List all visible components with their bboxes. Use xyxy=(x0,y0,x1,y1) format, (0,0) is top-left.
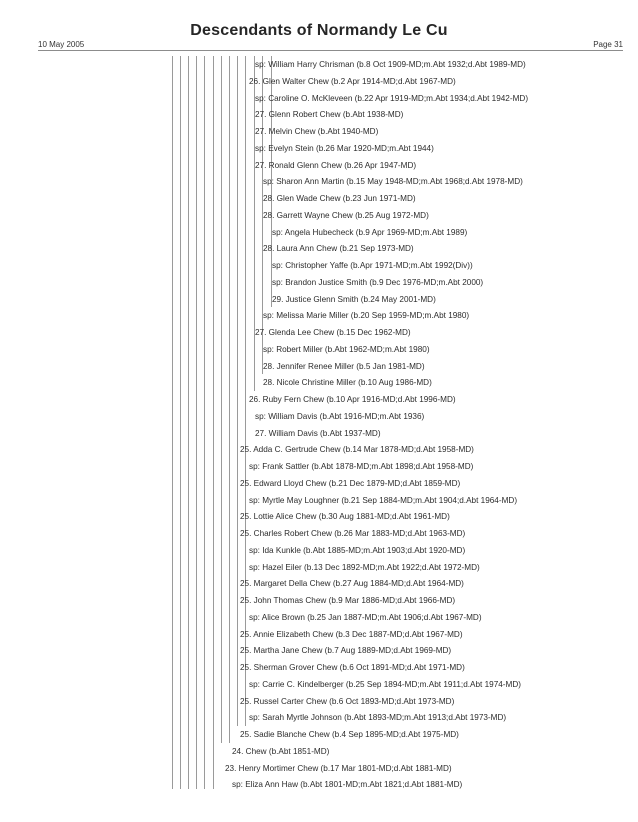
entry-text: 28. Garrett Wayne Chew (b.25 Aug 1972-MD) xyxy=(263,210,429,220)
entry-text: 25. Sadie Blanche Chew (b.4 Sep 1895-MD;d.Abt 1975-MD) xyxy=(240,730,459,739)
entry-text: 28. Nicole Christine Miller (b.10 Aug 1986-MD) xyxy=(263,378,432,388)
descendant-entry xyxy=(272,257,473,274)
entry-text: 23. Henry Mortimer Chew (b.17 Mar 1801-MD;d.Abt 1881-MD) xyxy=(225,763,452,773)
entry-text: 28. Laura Ann Chew (b.21 Sep 1973-MD) xyxy=(263,244,414,254)
descendant-entry xyxy=(255,408,424,425)
generation-line xyxy=(196,56,197,789)
descendant-entry xyxy=(263,207,429,224)
descendant-entry xyxy=(263,341,430,358)
descendant-entry xyxy=(240,525,465,542)
entry-text: 25. Martha Jane Chew (b.7 Aug 1889-MD;d.Abt 1969-MD) xyxy=(240,646,452,656)
page-number: Page 31 xyxy=(593,40,623,49)
entry-text: sp: Hazel Eiler (b.13 Dec 1892-MD;m.Abt 1922;d.Abt 1972-MD) xyxy=(249,562,480,572)
entry-text: sp: Frank Sattler (b.Abt 1878-MD;m.Abt 1898;d.Abt 1958-MD) xyxy=(249,462,474,471)
entry-text: 25. Annie Elizabeth Chew (b.3 Dec 1887-MD;d.Abt 1967-MD) xyxy=(240,629,463,639)
descendant-entry xyxy=(225,760,452,777)
entry-text: 24. Chew (b.Abt 1851-MD) xyxy=(232,746,330,756)
entry-text: sp: Myrtle May Loughner (b.21 Sep 1884-MD;m.Abt 1904;d.Abt 1964-MD) xyxy=(249,495,518,505)
descendant-entry xyxy=(255,123,378,140)
page-title: Descendants of Normandy Le Cu xyxy=(190,22,448,39)
descendant-entry xyxy=(263,190,416,207)
descendant-entry xyxy=(249,542,465,559)
descendant-entry xyxy=(255,157,416,174)
generation-line xyxy=(237,56,238,726)
generation-line xyxy=(180,56,181,789)
entry-text: sp: Christopher Yaffe (b.Apr 1971-MD;m.Abt 1992(Div)) xyxy=(272,261,473,270)
descendant-entry xyxy=(240,592,455,609)
descendant-entry xyxy=(240,475,460,492)
entry-text: sp: William Davis (b.Abt 1916-MD;m.Abt 1936) xyxy=(255,411,425,421)
descendant-entry xyxy=(272,274,483,291)
header-date: 10 May 2005 xyxy=(38,40,85,49)
descendant-entry xyxy=(249,676,521,693)
descendant-entry xyxy=(255,425,381,442)
entry-text: 29. Justice Glenn Smith (b.24 May 2001-MD) xyxy=(272,294,436,304)
entry-text: 25. Russel Carter Chew (b.6 Oct 1893-MD;d.Abt 1973-MD) xyxy=(240,696,455,706)
descendant-entry xyxy=(255,140,434,157)
descendant-entry xyxy=(255,56,526,73)
generation-line xyxy=(204,56,205,789)
descendant-entry xyxy=(240,508,450,525)
entry-text: sp: Ida Kunkle (b.Abt 1885-MD;m.Abt 1903;d.Abt 1920-MD) xyxy=(249,545,466,555)
descendant-entry xyxy=(263,240,414,257)
descendant-entry xyxy=(255,106,403,123)
entry-text: sp: Brandon Justice Smith (b.9 Dec 1976-MD;m.Abt 2000) xyxy=(272,277,484,287)
descendant-entry xyxy=(240,726,459,743)
descendant-entry xyxy=(240,441,474,458)
entry-text: sp: Angela Hubecheck (b.9 Apr 1969-MD;m.Abt 1989) xyxy=(272,227,468,237)
descendant-entry xyxy=(272,224,467,241)
entry-text: 27. Glenn Robert Chew (b.Abt 1938-MD) xyxy=(255,110,404,120)
generation-line xyxy=(172,56,173,789)
descendant-entry xyxy=(240,693,454,710)
descendant-entry xyxy=(249,492,517,509)
entry-text: 25. Margaret Della Chew (b.27 Aug 1884-MD;d.Abt 1964-MD) xyxy=(240,579,464,589)
descendant-entry xyxy=(255,90,528,107)
descendant-entry xyxy=(263,173,523,190)
entry-text: 27. Ronald Glenn Chew (b.26 Apr 1947-MD) xyxy=(255,160,417,170)
descendant-entry xyxy=(272,291,436,308)
descendant-entry xyxy=(249,709,506,726)
entry-text: sp: Evelyn Stein (b.26 Mar 1920-MD;m.Abt 1944) xyxy=(255,143,434,153)
entry-text: 25. Lottie Alice Chew (b.30 Aug 1881-MD;d.Abt 1961-MD) xyxy=(240,512,450,522)
entry-text: 25. Sherman Grover Chew (b.6 Oct 1891-MD;d.Abt 1971-MD) xyxy=(240,663,465,672)
descendant-entry xyxy=(249,391,456,408)
entry-text: sp: Alice Brown (b.25 Jan 1887-MD;m.Abt 1906;d.Abt 1967-MD) xyxy=(249,612,482,622)
entry-text: 28. Glen Wade Chew (b.23 Jun 1971-MD) xyxy=(263,194,416,203)
entry-text: 25. Edward Lloyd Chew (b.21 Dec 1879-MD;d.Abt 1859-MD) xyxy=(240,478,461,488)
descendant-entry xyxy=(249,458,473,475)
entry-text: sp: Sarah Myrtle Johnson (b.Abt 1893-MD;m.Abt 1913;d.Abt 1973-MD) xyxy=(249,713,507,723)
entry-text: sp: Robert Miller (b.Abt 1962-MD;m.Abt 1980) xyxy=(263,344,430,354)
generation-line xyxy=(188,56,189,789)
descendant-entry xyxy=(240,575,464,592)
entry-text: 28. Jennifer Renee Miller (b.5 Jan 1981-MD) xyxy=(263,361,425,371)
descendant-entry xyxy=(240,642,451,659)
entry-text: 26. Glen Walter Chew (b.2 Apr 1914-MD;d.Abt 1967-MD) xyxy=(249,76,456,86)
entry-text: sp: William Harry Chrisman (b.8 Oct 1909-MD;m.Abt 1932;d.Abt 1989-MD) xyxy=(255,60,526,69)
descendant-entry xyxy=(240,659,465,676)
entry-text: 25. Adda C. Gertrude Chew (b.14 Mar 1878-MD;d.Abt 1958-MD) xyxy=(240,445,474,455)
descendant-entry xyxy=(232,776,462,793)
header-rule xyxy=(38,50,623,51)
descendant-entry xyxy=(255,324,411,341)
descendant-entry xyxy=(263,358,425,375)
entry-text: sp: Carrie C. Kindelberger (b.25 Sep 1894-MD;m.Abt 1911;d.Abt 1974-MD) xyxy=(249,679,521,689)
entry-text: 25. John Thomas Chew (b.9 Mar 1886-MD;d.Abt 1966-MD) xyxy=(240,596,456,605)
entry-text: 26. Ruby Fern Chew (b.10 Apr 1916-MD;d.Abt 1996-MD) xyxy=(249,395,456,404)
generation-line xyxy=(229,56,230,743)
descendant-entry xyxy=(240,626,463,643)
generation-line xyxy=(213,56,214,789)
entry-text: 27. Melvin Chew (b.Abt 1940-MD) xyxy=(255,127,379,136)
entry-text: sp: Eliza Ann Haw (b.Abt 1801-MD;m.Abt 1821;d.Abt 1881-MD) xyxy=(232,780,463,790)
descendant-entry xyxy=(263,307,469,324)
entry-text: 27. Glenda Lee Chew (b.15 Dec 1962-MD) xyxy=(255,328,411,337)
entry-text: sp: Caroline O. McKleveen (b.22 Apr 1919-MD;m.Abt 1934;d.Abt 1942-MD) xyxy=(255,93,529,103)
descendant-entry xyxy=(232,743,329,760)
entry-text: 27. William Davis (b.Abt 1937-MD) xyxy=(255,428,381,438)
entry-text: 25. Charles Robert Chew (b.26 Mar 1883-MD;d.Abt 1963-MD) xyxy=(240,529,466,538)
generation-line xyxy=(221,56,222,743)
descendant-entry xyxy=(249,73,456,90)
descendant-entry xyxy=(249,609,482,626)
descendant-entry xyxy=(249,559,480,576)
descendant-entry xyxy=(263,374,432,391)
entry-text: sp: Sharon Ann Martin (b.15 May 1948-MD;m.Abt 1968;d.Abt 1978-MD) xyxy=(263,177,523,187)
entry-text: sp: Melissa Marie Miller (b.20 Sep 1959-MD;m.Abt 1980) xyxy=(263,311,470,321)
